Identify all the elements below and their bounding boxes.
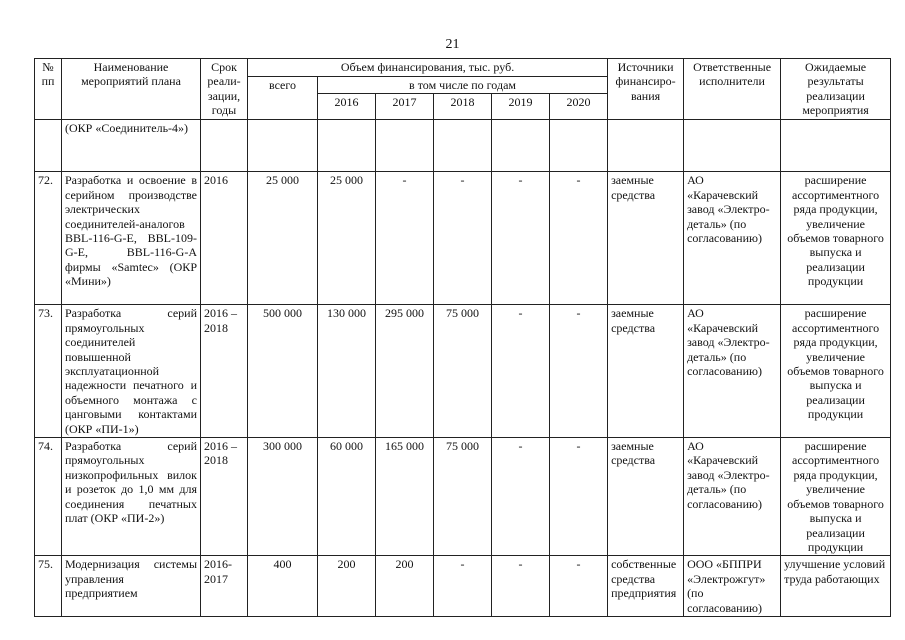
row-y2018: [434, 120, 492, 172]
row-y2016: [318, 120, 376, 172]
row-term: [201, 120, 248, 172]
header-year: 2016: [318, 94, 376, 120]
row-source: заемные средства: [608, 172, 684, 305]
row-y2020: -: [550, 305, 608, 438]
row-y2019: -: [492, 305, 550, 438]
table-row: [35, 120, 891, 172]
row-num: 72.: [35, 172, 62, 305]
row-total: 25 000: [248, 172, 318, 305]
row-executor: АО «Карачевский завод «Электро-деталь» (по согласованию): [684, 305, 781, 438]
row-result: расширение ассортиментного ряда продукции, увеличение объемов товарного выпуска и реализации продукции: [781, 438, 891, 556]
row-source: заемные средства: [608, 305, 684, 438]
row-source: собственные средства предприятия: [608, 556, 684, 617]
row-name: Разработка серий прямоугольных низкопрофильных вилок и розеток до 1,0 мм для соединения печатных плат (ОКР «ПИ-2»): [62, 438, 201, 556]
header-financing: Объем финансирования, тыс. руб.: [248, 59, 608, 77]
row-term: 2016 – 2018: [201, 305, 248, 438]
row-term: 2016 – 2018: [201, 438, 248, 556]
row-y2016: 25 000: [318, 172, 376, 305]
row-y2020: -: [550, 438, 608, 556]
row-result: расширение ассортиментного ряда продукции, увеличение объемов товарного выпуска и реализации продукции: [781, 305, 891, 438]
row-y2016: 60 000: [318, 438, 376, 556]
row-total: [248, 120, 318, 172]
row-y2020: [550, 120, 608, 172]
row-y2020: -: [550, 172, 608, 305]
row-source: [608, 120, 684, 172]
row-num: 73.: [35, 305, 62, 438]
row-result: улучшение условий труда работающих: [781, 556, 891, 617]
row-y2016: 200: [318, 556, 376, 617]
row-name: Разработка и освоение в серийном производстве электрических соединителей-аналогов BBL-116-G-E, BBL-109-G-E, BBL-116-G-A фирмы «Samtec» (ОКР «Мини»): [62, 172, 201, 305]
row-num: [35, 120, 62, 172]
header-year: 2019: [492, 94, 550, 120]
row-y2017: 295 000: [376, 305, 434, 438]
table-row: [35, 172, 891, 305]
row-y2019: [492, 120, 550, 172]
header-executors: Ответственные исполнители: [684, 59, 781, 120]
row-y2019: -: [492, 438, 550, 556]
row-term: 2016-2017: [201, 556, 248, 617]
row-y2017: 165 000: [376, 438, 434, 556]
row-num: 74.: [35, 438, 62, 556]
row-executor: АО «Карачевский завод «Электро-деталь» (по согласованию): [684, 172, 781, 305]
row-y2018: -: [434, 172, 492, 305]
row-name: Модернизация системы управления предприятием: [62, 556, 201, 617]
page-number: 21: [445, 37, 460, 52]
row-num: 75.: [35, 556, 62, 617]
row-total: 300 000: [248, 438, 318, 556]
row-y2017: 200: [376, 556, 434, 617]
header-year: 2017: [376, 94, 434, 120]
row-executor: АО «Карачевский завод «Электро-деталь» (по согласованию): [684, 438, 781, 556]
row-total: 400: [248, 556, 318, 617]
header-total: всего: [248, 77, 318, 120]
row-y2016: 130 000: [318, 305, 376, 438]
row-y2018: -: [434, 556, 492, 617]
row-y2019: -: [492, 172, 550, 305]
header-name: Наименование мероприятий плана: [62, 59, 201, 120]
row-name: (ОКР «Соединитель-4»): [62, 120, 201, 172]
table-row: [35, 556, 891, 617]
row-term: 2016: [201, 172, 248, 305]
financing-table: [34, 58, 891, 617]
row-source: заемные средства: [608, 438, 684, 556]
header-by-years: в том числе по годам: [318, 77, 608, 94]
header-year: 2018: [434, 94, 492, 120]
row-y2017: [376, 120, 434, 172]
header-year: 2020: [550, 94, 608, 120]
row-y2018: 75 000: [434, 305, 492, 438]
row-executor: ООО «БППРИ «Электрожгут» (по согласованию): [684, 556, 781, 617]
row-y2018: 75 000: [434, 438, 492, 556]
row-name: Разработка серий прямоугольных соединителей повышенной эксплуатационной надежности печатного и объемного монтажа с цанговыми контактами (ОКР «ПИ-1»): [62, 305, 201, 438]
row-total: 500 000: [248, 305, 318, 438]
row-y2020: -: [550, 556, 608, 617]
header-results: Ожидаемые результаты реализации мероприятия: [781, 59, 891, 120]
row-y2017: -: [376, 172, 434, 305]
header-term: Срок реали-зации, годы: [201, 59, 248, 120]
table-row: [35, 438, 891, 556]
table-row: [35, 305, 891, 438]
header-sources: Источники финансиро-вания: [608, 59, 684, 120]
header-num: № пп: [35, 59, 62, 120]
row-result: расширение ассортиментного ряда продукции, увеличение объемов товарного выпуска и реализации продукции: [781, 172, 891, 305]
row-y2019: -: [492, 556, 550, 617]
row-result: [781, 120, 891, 172]
row-executor: [684, 120, 781, 172]
